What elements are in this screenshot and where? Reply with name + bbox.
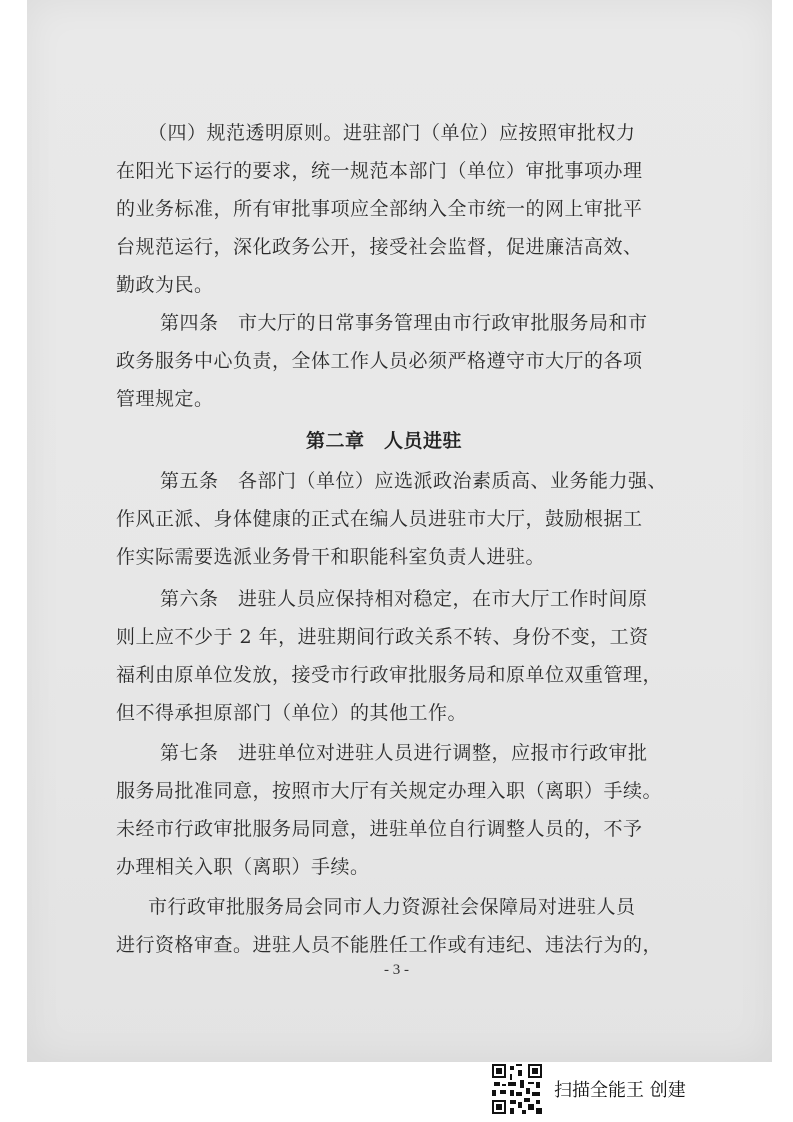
- paragraph-line: 政务服务中心负责，全体工作人员必须严格遵守市大厅的各项: [116, 350, 643, 372]
- paragraph-line: 则上应不少于 2 年，进驻期间行政关系不转、身份不变，工资: [116, 626, 649, 648]
- article-6-line: 第六条 进驻人员应保持相对稳定，在市大厅工作时间原: [160, 588, 648, 610]
- paragraph-line: 在阳光下运行的要求，统一规范本部门（单位）审批事项办理: [116, 160, 643, 182]
- paragraph-line: 管理规定。: [116, 388, 214, 410]
- paragraph-line: 服务局批准同意，按照市大厅有关规定办理入职（离职）手续。: [116, 780, 663, 802]
- qr-code-icon: [492, 1064, 542, 1114]
- scanner-watermark: [492, 1063, 686, 1115]
- chapter-heading: 第二章 人员进驻: [306, 430, 463, 452]
- page-number: - 3 -: [384, 962, 409, 978]
- paragraph-line: 勤政为民。: [116, 274, 214, 296]
- article-4-line: 第四条 市大厅的日常事务管理由市行政审批服务局和市: [160, 312, 648, 334]
- paragraph-line: （四）规范透明原则。进驻部门（单位）应按照审批权力: [148, 122, 636, 144]
- paragraph-line: 但不得承担原部门（单位）的其他工作。: [116, 702, 468, 724]
- article-5-line: 第五条 各部门（单位）应选派政治素质高、业务能力强、: [160, 470, 668, 492]
- paragraph-line: 的业务标准，所有审批事项应全部纳入全市统一的网上审批平: [116, 198, 643, 220]
- paragraph-line: 未经市行政审批服务局同意，进驻单位自行调整人员的，不予: [116, 818, 643, 840]
- article-7-line: 第七条 进驻单位对进驻人员进行调整，应报市行政审批: [160, 742, 648, 764]
- paragraph-line: 福利由原单位发放，接受市行政审批服务局和原单位双重管理，: [116, 664, 663, 686]
- paragraph-line: 进行资格审查。进驻人员不能胜任工作或有违纪、违法行为的，: [116, 934, 663, 956]
- watermark-text: 扫描全能王 创建: [554, 1080, 686, 1101]
- paragraph-line: 作风正派、身体健康的正式在编人员进驻市大厅，鼓励根据工: [116, 508, 643, 530]
- paragraph-line: 市行政审批服务局会同市人力资源社会保障局对进驻人员: [148, 896, 636, 918]
- paragraph-line: 台规范运行，深化政务公开，接受社会监督，促进廉洁高效、: [116, 236, 643, 258]
- paragraph-line: 作实际需要选派业务骨干和职能科室负责人进驻。: [116, 546, 546, 568]
- paragraph-line: 办理相关入职（离职）手续。: [116, 856, 370, 878]
